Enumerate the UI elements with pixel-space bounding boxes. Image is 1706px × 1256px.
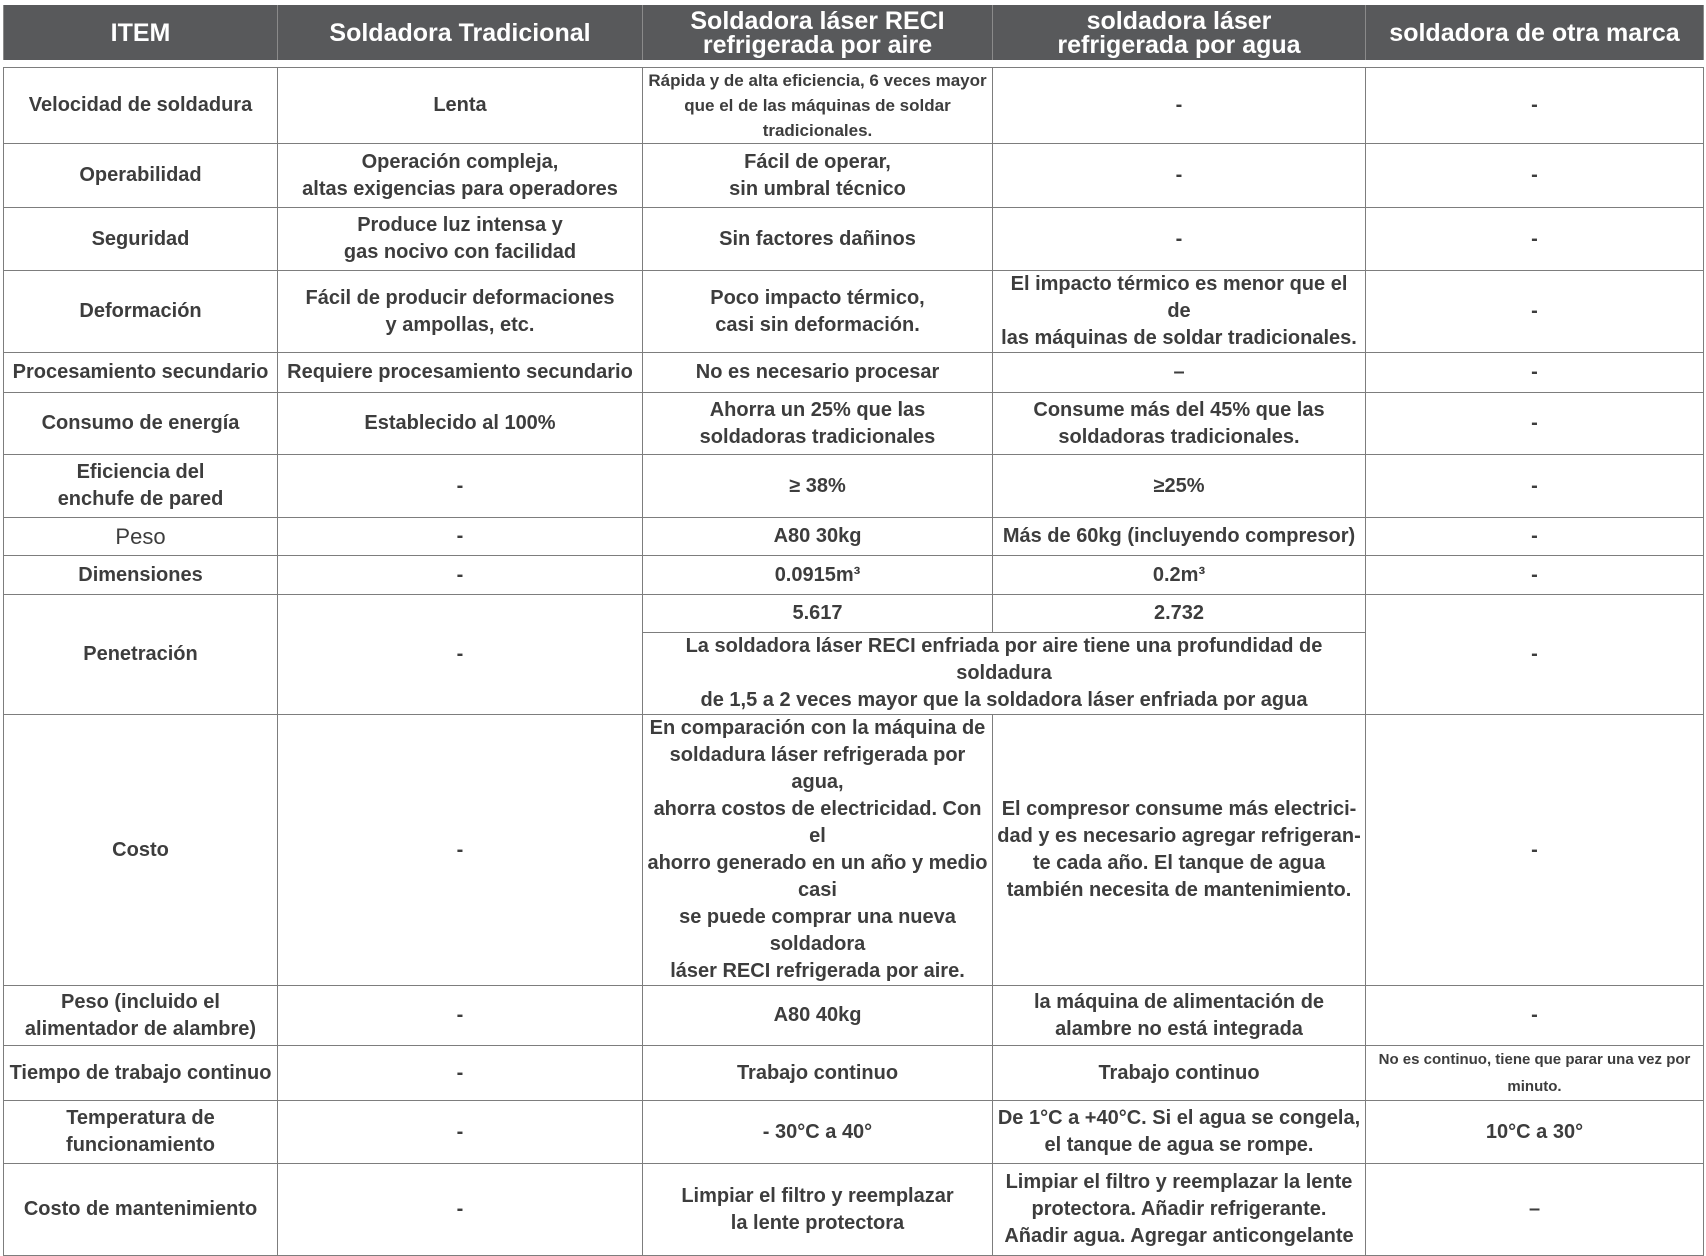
cell-other-brand: – xyxy=(1366,1164,1704,1256)
table-row xyxy=(4,68,1704,144)
header-water-cooled: soldadora láser refrigerada por agua xyxy=(993,5,1366,60)
row-label: Penetración xyxy=(4,595,278,715)
header-row xyxy=(4,5,1704,60)
cell-other-brand: - xyxy=(1366,68,1704,144)
cell-penetration-note: La soldadora láser RECI enfriada por aire tiene una profundidad de soldadura de 1,5 a 2 veces mayor que la soldadora láser enfriada por agua xyxy=(643,633,1366,715)
cell-other-brand: 10°C a 30° xyxy=(1366,1101,1704,1164)
table-row xyxy=(4,1046,1704,1101)
row-label: Costo xyxy=(4,715,278,986)
table-row xyxy=(4,518,1704,556)
cell-other-brand: - xyxy=(1366,518,1704,556)
cell-water-cooled: El impacto térmico es menor que el de las máquinas de soldar tradicionales. xyxy=(993,271,1366,353)
cell-reci-air: Sin factores dañinos xyxy=(643,208,993,271)
header-item: ITEM xyxy=(4,5,278,60)
row-label: Procesamiento secundario xyxy=(4,353,278,393)
cell-traditional: Lenta xyxy=(278,68,643,144)
cell-other-brand: - xyxy=(1366,986,1704,1046)
cell-water-cooled: 0.2m³ xyxy=(993,556,1366,595)
table-row xyxy=(4,986,1704,1046)
cell-reci-air: Poco impacto térmico, casi sin deformación. xyxy=(643,271,993,353)
cell-reci-air: Ahorra un 25% que las soldadoras tradicionales xyxy=(643,393,993,455)
cell-water-cooled: la máquina de alimentación de alambre no está integrada xyxy=(993,986,1366,1046)
cell-traditional: Fácil de producir deformaciones y ampollas, etc. xyxy=(278,271,643,353)
cell-water-cooled: Limpiar el filtro y reemplazar la lente protectora. Añadir refrigerante. Añadir agua. Agregar anticongelante xyxy=(993,1164,1366,1256)
row-label: Costo de mantenimiento xyxy=(4,1164,278,1256)
row-label: Temperatura de funcionamiento xyxy=(4,1101,278,1164)
cell-reci-air: No es necesario procesar xyxy=(643,353,993,393)
cell-reci-air: Trabajo continuo xyxy=(643,1046,993,1101)
cell-traditional: Produce luz intensa y gas nocivo con facilidad xyxy=(278,208,643,271)
row-label: Peso xyxy=(4,518,278,556)
row-label: Seguridad xyxy=(4,208,278,271)
cell-water-cooled: - xyxy=(993,208,1366,271)
table-row xyxy=(4,144,1704,208)
cell-reci-air: Fácil de operar, sin umbral técnico xyxy=(643,144,993,208)
cell-water-cooled: – xyxy=(993,353,1366,393)
cell-traditional: - xyxy=(278,518,643,556)
row-label: Tiempo de trabajo continuo xyxy=(4,1046,278,1101)
cell-other-brand: No es continuo, tiene que parar una vez por minuto. xyxy=(1366,1046,1704,1101)
cell-traditional: - xyxy=(278,595,643,715)
cell-reci-air: ≥ 38% xyxy=(643,455,993,518)
row-label: Velocidad de soldadura xyxy=(4,68,278,144)
cell-traditional: - xyxy=(278,455,643,518)
cell-other-brand: - xyxy=(1366,556,1704,595)
cell-other-brand: - xyxy=(1366,353,1704,393)
cell-reci-air: Rápida y de alta eficiencia, 6 veces mayor que el de las máquinas de soldar tradicionales. xyxy=(643,68,993,144)
cell-other-brand: - xyxy=(1366,208,1704,271)
header-traditional: Soldadora Tradicional xyxy=(278,5,643,60)
cell-reci-air: 5.617 xyxy=(643,595,993,633)
cell-other-brand: - xyxy=(1366,271,1704,353)
cell-water-cooled: - xyxy=(993,68,1366,144)
cell-reci-air: - 30°C a 40° xyxy=(643,1101,993,1164)
cell-other-brand: - xyxy=(1366,144,1704,208)
row-label: Deformación xyxy=(4,271,278,353)
row-label: Consumo de energía xyxy=(4,393,278,455)
cell-reci-air: En comparación con la máquina de soldadura láser refrigerada por agua, ahorra costos de electricidad. Con el ahorro generado en un año y medio casi se puede comprar una nueva soldadora láser RECI refrigerada por aire. xyxy=(643,715,993,986)
table-row xyxy=(4,393,1704,455)
table-row xyxy=(4,556,1704,595)
cell-other-brand: - xyxy=(1366,595,1704,715)
cell-traditional: Establecido al 100% xyxy=(278,393,643,455)
header-reci-air: Soldadora láser RECI refrigerada por aire xyxy=(643,5,993,60)
cell-reci-air: Limpiar el filtro y reemplazar la lente protectora xyxy=(643,1164,993,1256)
row-label: Eficiencia del enchufe de pared xyxy=(4,455,278,518)
row-label: Operabilidad xyxy=(4,144,278,208)
cell-water-cooled: - xyxy=(993,144,1366,208)
cell-water-cooled: 2.732 xyxy=(993,595,1366,633)
cell-traditional: Requiere procesamiento secundario xyxy=(278,353,643,393)
cell-other-brand: - xyxy=(1366,715,1704,986)
table-row xyxy=(4,208,1704,271)
cell-other-brand: - xyxy=(1366,455,1704,518)
cell-water-cooled: El compresor consume más electrici- dad y es necesario agregar refrigeran- te cada año. El tanque de agua también necesita de mantenimiento. xyxy=(993,715,1366,986)
table-row xyxy=(4,455,1704,518)
cell-water-cooled: Consume más del 45% que las soldadoras tradicionales. xyxy=(993,393,1366,455)
cell-water-cooled: ≥25% xyxy=(993,455,1366,518)
cell-water-cooled: De 1°C a +40°C. Si el agua se congela, el tanque de agua se rompe. xyxy=(993,1101,1366,1164)
cell-traditional: - xyxy=(278,715,643,986)
cell-traditional: - xyxy=(278,986,643,1046)
cell-traditional: - xyxy=(278,1046,643,1101)
table-row xyxy=(4,1101,1704,1164)
comparison-table-page xyxy=(3,5,1703,1256)
cell-water-cooled: Más de 60kg (incluyendo compresor) xyxy=(993,518,1366,556)
header-other-brand: soldadora de otra marca xyxy=(1366,5,1704,60)
cell-water-cooled: Trabajo continuo xyxy=(993,1046,1366,1101)
table-row xyxy=(4,715,1704,986)
cell-reci-air: 0.0915m³ xyxy=(643,556,993,595)
row-label: Peso (incluido el alimentador de alambre) xyxy=(4,986,278,1046)
comparison-table xyxy=(3,5,1704,1256)
table-row xyxy=(4,1164,1704,1256)
cell-traditional: - xyxy=(278,1164,643,1256)
table-row xyxy=(4,271,1704,353)
cell-other-brand: - xyxy=(1366,393,1704,455)
cell-traditional: Operación compleja, altas exigencias para operadores xyxy=(278,144,643,208)
cell-reci-air: A80 30kg xyxy=(643,518,993,556)
cell-traditional: - xyxy=(278,1101,643,1164)
row-label: Dimensiones xyxy=(4,556,278,595)
cell-reci-air: A80 40kg xyxy=(643,986,993,1046)
cell-traditional: - xyxy=(278,556,643,595)
table-row xyxy=(4,353,1704,393)
table-row xyxy=(4,595,1704,633)
